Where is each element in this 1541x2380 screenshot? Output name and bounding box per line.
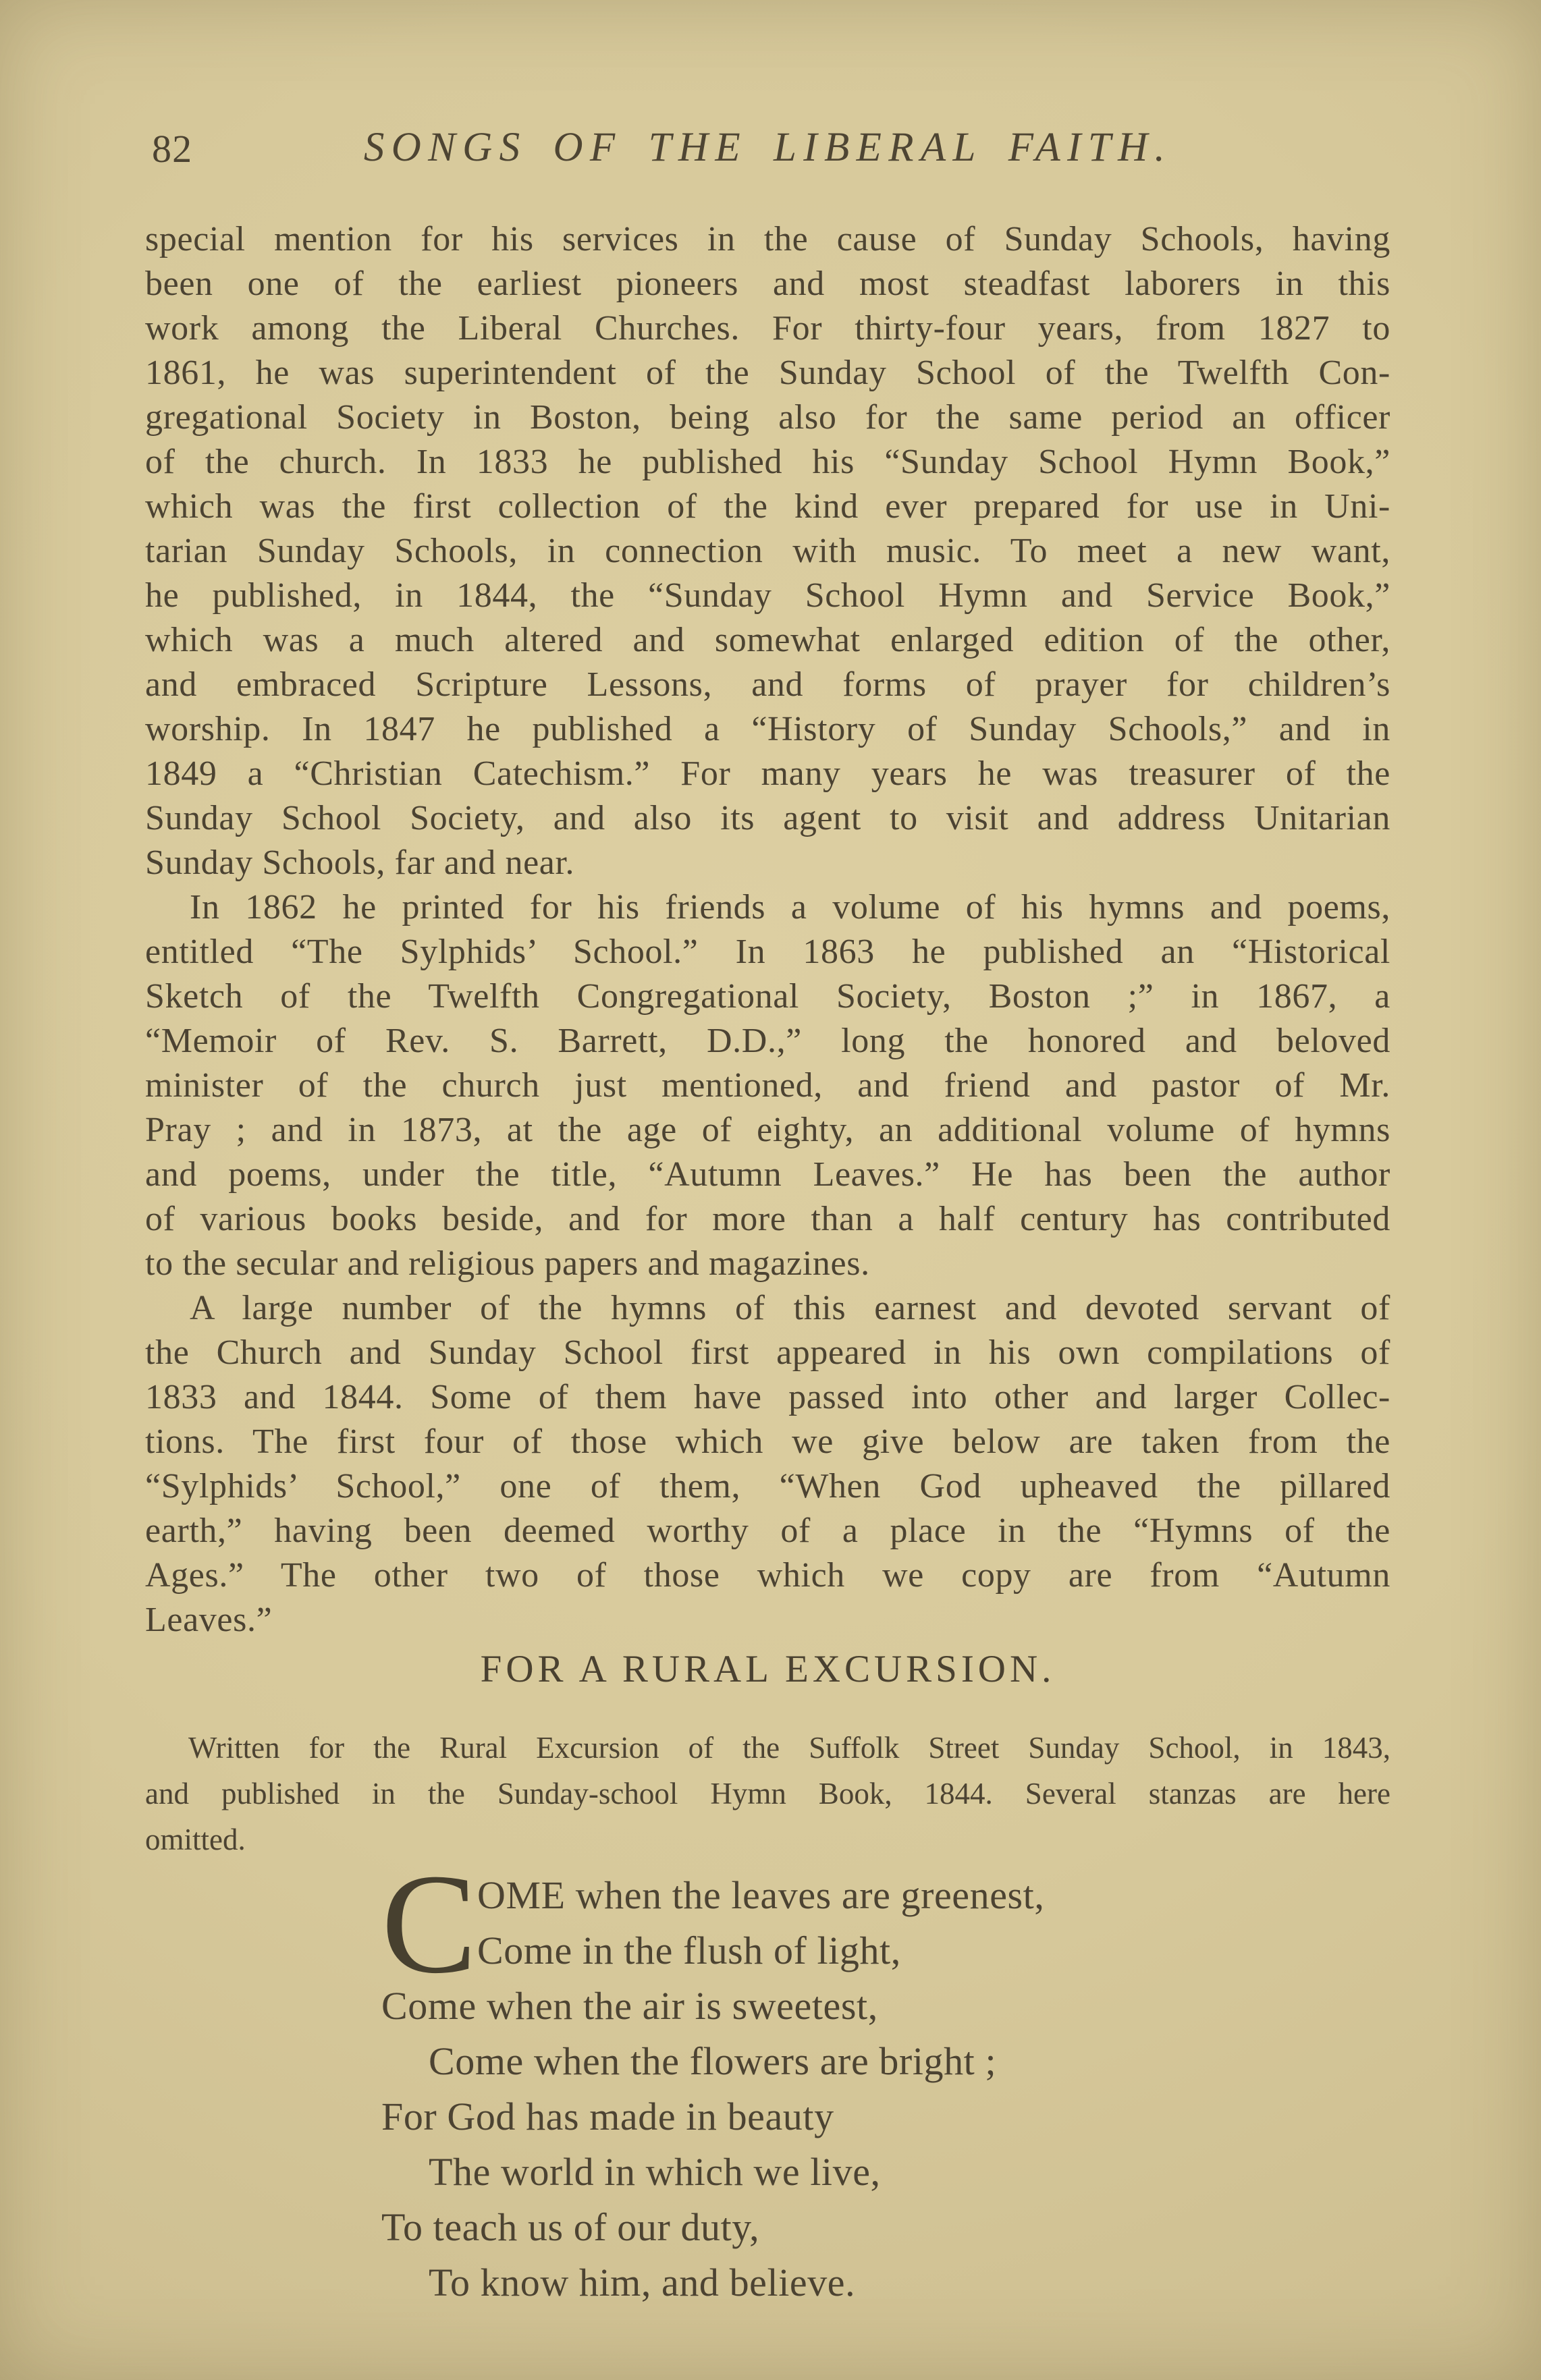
text-line: 1849 a “Christian Catechism.” For many years he was treasurer of the [145, 754, 1390, 793]
text-line: which was a much altered and somewhat enlarged edition of the other, [145, 621, 1390, 659]
verse-line: The world in which we live, [429, 2150, 881, 2194]
note-line: Written for the Rural Excursion of the Suffolk Street Sunday School, in 1843, [188, 1731, 1390, 1765]
verse-line: To know him, and believe. [429, 2261, 856, 2304]
verse-line: Come when the air is sweetest, [381, 1984, 878, 2028]
verse-line: To teach us of our duty, [381, 2205, 760, 2249]
text-line: which was the first collection of the kind ever prepared for use in Uni- [145, 487, 1390, 526]
text-line: Sketch of the Twelfth Congregational Society, Boston ;” in 1867, a [145, 977, 1390, 1016]
biography-paragraph-1 [145, 217, 1390, 885]
text-line: earth,” having been deemed worthy of a place in the “Hymns of the [145, 1512, 1390, 1550]
text-line: he published, in 1844, the “Sunday School Hymn and Service Book,” [145, 576, 1390, 615]
verse-line: Come when the flowers are bright ; [429, 2039, 997, 2083]
text-line: Leaves.” [145, 1601, 273, 1639]
page-header [145, 123, 1390, 177]
verse-line: OME when the leaves are greenest, [477, 1873, 1045, 1917]
text-line: gregational Society in Boston, being also for the same period an officer [145, 398, 1390, 437]
text-line: minister of the church just mentioned, and friend and pastor of Mr. [145, 1066, 1390, 1105]
verse-line: Come in the flush of light, [477, 1929, 901, 1972]
text-line: been one of the earliest pioneers and most steadfast laborers in this [145, 265, 1390, 303]
running-title: SONGS OF THE LIBERAL FAITH. [363, 125, 1172, 170]
hymn-verse [381, 1844, 1326, 2310]
drop-cap-initial: C [381, 1844, 477, 2003]
text-line: Sunday School Society, and also its agent to visit and address Unitarian [145, 799, 1390, 837]
text-line: entitled “The Sylphids’ School.” In 1863 he published an “Historical [145, 933, 1390, 971]
text-line: A large number of the hymns of this earnest and devoted servant of [190, 1289, 1390, 1327]
text-line: work among the Liberal Churches. For thirty-four years, from 1827 to [145, 309, 1390, 348]
note-line: omitted. [145, 1823, 246, 1856]
text-line: Ages.” The other two of those which we copy are from “Autumn [145, 1556, 1390, 1595]
hymn-title: FOR A RURAL EXCURSION. [480, 1648, 1056, 1690]
text-line: to the secular and religious papers and magazines. [145, 1244, 870, 1283]
text-line: tarian Sunday Schools, in connection with music. To meet a new want, [145, 532, 1390, 570]
biography-section [145, 217, 1390, 1642]
text-line: of the church. In 1833 he published his “Sunday School Hymn Book,” [145, 443, 1390, 481]
text-line: special mention for his services in the cause of Sunday Schools, having [145, 220, 1390, 258]
page-number: 82 [152, 127, 193, 171]
text-line: the Church and Sunday School first appeared in his own compilations of [145, 1333, 1390, 1372]
text-line: In 1862 he printed for his friends a volume of his hymns and poems, [190, 888, 1390, 926]
biography-paragraph-3 [145, 1286, 1390, 1642]
text-line: Pray ; and in 1873, at the age of eighty, an additional volume of hymns [145, 1111, 1390, 1149]
hymn-attribution-note [145, 1725, 1390, 1862]
text-line: Sunday Schools, far and near. [145, 843, 575, 882]
text-line: worship. In 1847 he published a “History of Sunday Schools,” and in [145, 710, 1390, 748]
text-line: of various books beside, and for more than a half century has contributed [145, 1200, 1390, 1238]
text-line: 1833 and 1844. Some of them have passed into other and larger Collec- [145, 1378, 1390, 1416]
text-line: and embraced Scripture Lessons, and forms of prayer for children’s [145, 665, 1390, 704]
verse-line: For God has made in beauty [381, 2095, 834, 2138]
text-line: “Memoir of Rev. S. Barrett, D.D.,” long the honored and beloved [145, 1022, 1390, 1060]
biography-paragraph-2 [145, 885, 1390, 1286]
text-line: 1861, he was superintendent of the Sunday School of the Twelfth Con- [145, 354, 1390, 392]
text-line: and poems, under the title, “Autumn Leaves.” He has been the author [145, 1155, 1390, 1194]
note-line: and published in the Sunday-school Hymn Book, 1844. Several stanzas are here [145, 1777, 1390, 1810]
text-line: tions. The first four of those which we give below are taken from the [145, 1422, 1390, 1461]
text-line: “Sylphids’ School,” one of them, “When God upheaved the pillared [145, 1467, 1390, 1505]
verse-lines [381, 1844, 1326, 2310]
